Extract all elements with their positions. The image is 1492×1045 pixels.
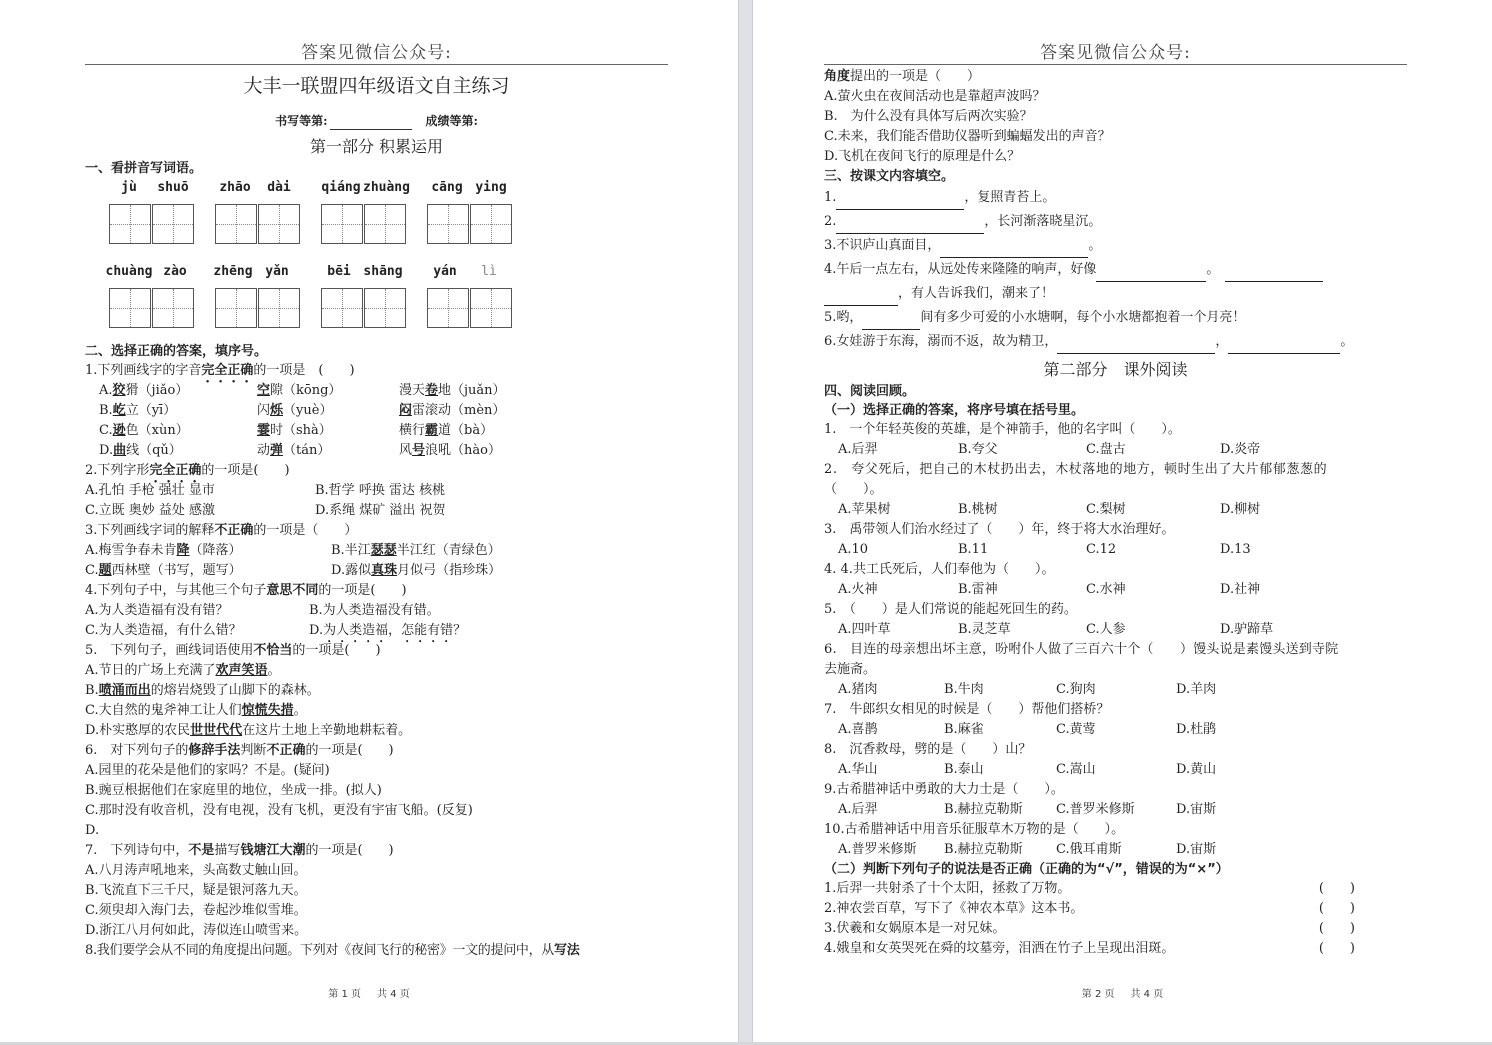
writing-grade-blank[interactable] [330, 116, 412, 130]
option: A.10 [838, 542, 869, 557]
option: A.后羿 [838, 442, 878, 457]
opt-text: 月似弓（指珍珠） [397, 563, 502, 578]
option: D.宙斯 [1176, 802, 1217, 817]
option: B.雷神 [958, 582, 998, 597]
fill-blank[interactable] [824, 291, 898, 306]
page-header: 答案见微信公众号: [85, 40, 668, 65]
opt-text: D.露似 [331, 563, 372, 578]
opt-text: 雷滚动（mèn） [412, 403, 506, 418]
judgment-1 [824, 879, 1407, 899]
reading-q6-cont: 去施斋。 [824, 662, 877, 677]
opt-text: 闪 [257, 403, 271, 418]
opt-label: D. [309, 623, 324, 638]
question-2 [85, 461, 668, 481]
q-text: 的一项是 ( ) [253, 363, 355, 378]
pinyin: zhēng [213, 264, 253, 279]
fill-item-5 [824, 306, 1407, 330]
fill-text: 6.女娃游于东海，溺而不返，故为精卫， [824, 334, 1058, 349]
q1-option-row [85, 421, 668, 441]
reading-q1: 1. 一个年轻英俊的英雄，是个神箭手，他的名字叫（ ）。 [824, 422, 1181, 437]
option: B.赫拉克勒斯 [944, 842, 1023, 857]
option: A.普罗米修斯 [838, 842, 917, 857]
pinyin: zào [163, 264, 187, 279]
opt-text: 色（xùn） [125, 423, 189, 438]
grade-row [85, 112, 668, 130]
question-3 [85, 521, 668, 541]
q-text: 4.下列句子中，与其他三个句子 [85, 583, 267, 598]
pinyin: bēi [327, 264, 351, 279]
writing-grade-label: 书写等第: [275, 114, 328, 128]
q-emphasis: 不正确 [214, 523, 254, 538]
fill-text: 。 [1340, 334, 1354, 349]
option: A.四叶草 [838, 622, 891, 637]
option: A.后羿 [838, 802, 878, 817]
option: A.猪肉 [838, 682, 878, 697]
option: D.羊肉 [1176, 682, 1217, 697]
opt-text: 道（bà） [438, 423, 494, 438]
option: A.喜鹊 [838, 722, 878, 737]
opt-text: 西林壁（书写，题写） [111, 563, 242, 578]
underlined-char: 号 [412, 443, 426, 458]
q8-option-d: D.飞机在夜间飞行的原理是什么？ [824, 149, 1021, 164]
q-text: 描写 [214, 843, 241, 858]
tianzige-box[interactable] [470, 288, 512, 328]
option: C.盘古 [1086, 442, 1126, 457]
q5-option-a [85, 661, 668, 681]
q1-option-row [85, 441, 668, 461]
section4-sub2: （二）判断下列句子的说法是否正确（正确的为“√”，错误的为“×”） [824, 862, 1229, 877]
tianzige-box[interactable] [152, 204, 194, 244]
opt-text: 猾（jiǎo） [125, 383, 189, 398]
q6-option-b: B.豌豆根据他们在家庭里的地位，坐成一排。(拟人) [85, 783, 382, 798]
reading-q3: 3. 禹带领人们治水经过了（ ）年，终于将大水治理好。 [824, 522, 1175, 537]
q-emphasis: 写法 [554, 943, 580, 958]
q2-options [85, 501, 668, 521]
option: C.黄莺 [1056, 722, 1096, 737]
q-text: 的一项是( ) [305, 743, 394, 758]
opt-text: （tán） [283, 443, 331, 458]
underlined-char: 狡 [112, 383, 126, 398]
q8-option-c: C.未来，我们能否借助仪器听到蝙蝠发出的声音？ [824, 129, 1111, 144]
underlined-char: 霎 [257, 423, 271, 438]
q-emphasis: 意思不同 [266, 583, 319, 598]
q-text: 的一项是( ) [305, 843, 394, 858]
reading-q8-options [824, 760, 1407, 780]
option: B.桃树 [958, 502, 998, 517]
option: C.人参 [1086, 622, 1126, 637]
opt-text: 。 [267, 663, 281, 678]
fill-text: 4.午后一点左右，从远处传来隆隆的响声，好像 [824, 262, 1097, 277]
opt-label: D. [99, 443, 114, 458]
fill-blank[interactable] [1228, 339, 1340, 354]
tianzige-box[interactable] [321, 204, 363, 244]
option: D.驴蹄草 [1220, 622, 1274, 637]
reading-q10: 10.古希腊神话中用音乐征服草木万物的是（ ）。 [824, 822, 1125, 837]
page-total: 共 4 页 [377, 989, 410, 1000]
underlined-word: 惊慌失措 [241, 703, 294, 718]
option: B.麻雀 [944, 722, 984, 737]
q-text: 1.下列画线字的字音 [85, 363, 202, 378]
underlined-char: 逊 [112, 423, 126, 438]
writing-grid-row-2 [109, 288, 668, 330]
underlined-word: 真珠 [371, 563, 398, 578]
question-7 [85, 841, 668, 861]
judgment-text: 1.后羿一共射杀了十个太阳，拯救了万物。 [824, 881, 1071, 896]
q-text: 7. 下列诗句中， [85, 843, 189, 858]
q7-option-d: D.浙江八月何如此，涛似连山喷雪来。 [85, 923, 308, 938]
opt-text: 。 [293, 703, 307, 718]
tianzige-box[interactable] [364, 288, 406, 328]
reading-q7: 7. 牛郎织女相见的时候是（ ）帮他们搭桥？ [824, 702, 1110, 717]
option: D.杜鹃 [1176, 722, 1217, 737]
opt-text: 线（qǔ） [126, 443, 182, 458]
reading-q2: 2. 夸父死后，把自己的木杖扔出去，木杖落地的地方，顿时生出了大片郁郁葱葱的 [824, 462, 1328, 477]
q-text: 的一项是（ ） [253, 523, 358, 538]
pinyin: lì [481, 264, 497, 279]
judgment-text: 3.伏羲和女娲原本是一对兄妹。 [824, 921, 1006, 936]
section4-heading: 四、阅读回顾。 [824, 384, 916, 399]
pinyin: dài [267, 180, 291, 195]
option: B.赫拉克勒斯 [944, 802, 1023, 817]
q6-option-c: C.那时没有收音机，没有电视，没有飞机，更没有宇宙飞船。(反复) [85, 803, 473, 818]
document-title: 大丰一联盟四年级语文自主练习 [243, 75, 510, 97]
page-gutter [738, 0, 753, 1045]
fill-blank[interactable] [836, 219, 984, 234]
q-text: 的一项是( ) [292, 643, 381, 658]
underlined-word: 喷涌而出 [98, 683, 151, 698]
pinyin: cāng [431, 180, 463, 195]
pinyin: jù [121, 180, 137, 195]
tianzige-box[interactable] [427, 288, 469, 328]
judgment-2 [824, 899, 1407, 919]
part2-title: 第二部分 课外阅读 [1043, 360, 1188, 379]
option-c: C.立既 奥妙 益处 感激 [85, 503, 216, 518]
fill-blank[interactable] [1225, 267, 1323, 282]
pinyin: zhuàng [363, 180, 410, 195]
opt-text: 动 [257, 443, 271, 458]
q7-option-b: B.飞流直下三千尺，疑是银河落九天。 [85, 883, 307, 898]
judgment-4 [824, 939, 1407, 959]
q1-option-row [85, 381, 668, 401]
q-emphasis: 修辞手法 [188, 743, 241, 758]
option: A.火神 [838, 582, 878, 597]
q5-option-b [85, 681, 668, 701]
reading-q9: 9.古希腊神话中勇敢的大力士是（ ）。 [824, 782, 1064, 797]
q-text: 提出的一项是（ ） [850, 69, 981, 84]
question-5 [85, 641, 668, 661]
pinyin: ying [475, 180, 507, 195]
option: D.13 [1220, 542, 1251, 557]
q3-options [85, 541, 668, 561]
q-text: 6. 对下列句子的 [85, 743, 189, 758]
judgment-text: 4.娥皇和女英哭死在舜的坟墓旁，泪洒在竹子上呈现出泪斑。 [824, 941, 1175, 956]
tianzige-box[interactable] [152, 288, 194, 328]
q8-option-a: A.萤火虫在夜间活动也是靠超声波吗？ [824, 89, 1046, 104]
reading-q2-cont: （ ）。 [824, 482, 883, 497]
q7-option-a: A.八月涛声吼地来，头高数丈触山回。 [85, 863, 307, 878]
section1-heading: 一、看拼音写词语。 [85, 161, 203, 176]
underlined-char: 曲 [113, 443, 127, 458]
fill-text: 。 [1206, 262, 1220, 277]
fill-text: 。 [1088, 238, 1102, 253]
q6-option-a: A.园里的花朵是他们的家吗？不是。(疑问) [85, 763, 330, 778]
opt-text: 浪吼（hào） [425, 443, 501, 458]
pinyin: yǎn [265, 264, 289, 279]
option: B.牛肉 [944, 682, 984, 697]
question-8 [85, 941, 668, 961]
reading-q2-options [824, 500, 1407, 520]
tianzige-box[interactable] [321, 288, 363, 328]
page-header: 答案见微信公众号: [824, 40, 1407, 65]
question-6 [85, 741, 668, 761]
q-emphasis: 不正确 [266, 743, 306, 758]
opt-text: A.节日的广场上充满了 [85, 663, 216, 678]
reading-q5: 5. （ ）是人们常说的能起死回生的药。 [824, 602, 1077, 617]
reading-q4: 4. 4.共工氏死后，人们奉他为（ ）。 [824, 562, 1055, 577]
option-a: A.孔怕 手枪 强壮 显市 [85, 483, 215, 498]
underlined-char: 弹 [270, 443, 284, 458]
page-number: 第 1 页 [328, 989, 361, 1000]
fill-item-4-cont [824, 282, 1407, 306]
tianzige-box[interactable] [470, 204, 512, 244]
tianzige-box[interactable] [258, 288, 300, 328]
page-footer [0, 985, 738, 1000]
q5-option-d [85, 721, 668, 741]
q-text: 2.下列字形 [85, 463, 150, 478]
underlined-word: 世世代代 [190, 723, 243, 738]
option: C.俄耳甫斯 [1056, 842, 1122, 857]
tianzige-box[interactable] [215, 288, 257, 328]
opt-text: B. [85, 683, 99, 698]
option: C.12 [1086, 542, 1117, 557]
q-text: 5. 下列句子，画线词语使用 [85, 643, 254, 658]
q-emphasis: 钱塘江大潮 [240, 843, 306, 858]
reading-q3-options [824, 540, 1407, 560]
option: B.泰山 [944, 762, 984, 777]
option: D.柳树 [1220, 502, 1261, 517]
writing-grid-row-1 [109, 204, 668, 246]
opt-label: C. [99, 423, 113, 438]
q-text: 8.我们要学会从不同的角度提出问题。下列对《夜间飞行的秘密》一文的提问中，从 [85, 943, 555, 958]
fill-text: 5.哟， [824, 310, 863, 325]
tianzige-box[interactable] [258, 204, 300, 244]
opt-text: 隙（kōng） [270, 383, 342, 398]
fill-text: ，复照青苔上。 [964, 190, 1056, 205]
pinyin: chuàng [105, 264, 153, 279]
fill-text: 3.不识庐山真面目， [824, 238, 941, 253]
option: B.夸父 [958, 442, 998, 457]
tianzige-box[interactable] [427, 204, 469, 244]
q-text: 3.下列画线字词的解释 [85, 523, 215, 538]
page-footer [753, 985, 1492, 1000]
reading-q1-options [824, 440, 1407, 460]
q5-option-c [85, 701, 668, 721]
reading-q5-options [824, 620, 1407, 640]
q-emphasis: 完全正确 [149, 463, 202, 478]
section2-heading: 二、选择正确的答案，填序号。 [85, 344, 268, 359]
option: A.华山 [838, 762, 878, 777]
q-emphasis: 不恰当 [253, 643, 293, 658]
answer-paren[interactable]: ( ) [1318, 941, 1355, 956]
part1-title: 第一部分 积累运用 [309, 137, 444, 156]
q7-option-c: C.须臾却入海门去，卷起沙堆似雪堆。 [85, 903, 307, 918]
opt-text: （yuè） [283, 403, 333, 418]
opt-text: 地（juǎn） [438, 383, 506, 398]
answer-paren[interactable]: ( ) [1318, 901, 1355, 916]
option-a: A.为人类造福有没有错？ [85, 603, 229, 618]
q-emphasis: 不是 [188, 843, 215, 858]
option: D.黄山 [1176, 762, 1217, 777]
opt-text: 风 [399, 443, 413, 458]
fill-blank[interactable] [940, 243, 1088, 258]
option-b: B.为人类造福没有错。 [309, 603, 440, 618]
q-emphasis: 完全正确 [201, 363, 254, 378]
opt-text: 半江红（青绿色） [396, 543, 501, 558]
answer-paren[interactable]: ( ) [1318, 921, 1355, 936]
pinyin: shāng [363, 264, 403, 279]
judgment-text: 2.神农尝百草，写下了《神农本草》这本书。 [824, 901, 1084, 916]
q-text: 的一项是( ) [201, 463, 290, 478]
reading-q9-options [824, 800, 1407, 820]
q-text: 判断 [240, 743, 267, 758]
underlined-word: 瑟瑟 [370, 543, 397, 558]
opt-text: D.朴实憨厚的农民 [85, 723, 191, 738]
fill-text: ，长河渐落晓星沉。 [984, 214, 1102, 229]
fill-item-2 [824, 210, 1407, 234]
underlined-word: 题 [98, 563, 112, 578]
opt-text: B.半江 [331, 543, 371, 558]
fill-text: 1. [824, 190, 837, 205]
opt-text: C. [85, 563, 99, 578]
question-4 [85, 581, 668, 601]
question-1 [85, 361, 668, 381]
option: D.社神 [1220, 582, 1261, 597]
q8-option-b: B. 为什么没有具体写后两次实验？ [824, 109, 1033, 124]
fill-blank[interactable] [1057, 339, 1215, 354]
q2-options [85, 481, 668, 501]
reading-q6-options [824, 680, 1407, 700]
opt-text: A.梅雪争春未肯 [85, 543, 177, 558]
underlined-char: 霸 [425, 423, 439, 438]
option: C.普罗米修斯 [1056, 802, 1135, 817]
q8-continuation [824, 67, 1407, 87]
fill-blank[interactable] [862, 315, 920, 330]
pinyin-row-2 [105, 262, 668, 282]
pinyin: qiáng [321, 180, 361, 195]
judgment-3 [824, 919, 1407, 939]
option: A.苹果树 [838, 502, 891, 517]
section4-sub1: （一）选择正确的答案，将序号填在括号里。 [824, 403, 1085, 418]
reading-q8: 8. 沉香救母，劈的是（ ）山？ [824, 742, 1032, 757]
fill-text: 2. [824, 214, 837, 229]
option: B.11 [958, 542, 989, 557]
page-number: 第 2 页 [1081, 989, 1115, 1000]
option-b: B.哲学 呼换 雷达 核桃 [315, 483, 446, 498]
underlined-char: 闷 [399, 403, 413, 418]
fill-text: ，有人告诉我们，潮来了！ [898, 286, 1055, 301]
underlined-char: 烁 [270, 403, 284, 418]
reading-q10-options [824, 840, 1407, 860]
fill-text: 间有多少可爱的小水塘啊，每个小水塘都抱着一个月亮！ [920, 310, 1246, 325]
opt-text: 立（yī） [125, 403, 177, 418]
page-total: 共 4 页 [1130, 989, 1164, 1000]
q6-option-d: D. [85, 823, 100, 838]
underlined-char: 空 [257, 383, 271, 398]
q1-option-row [85, 401, 668, 421]
opt-text: 时（shà） [270, 423, 332, 438]
fill-blank[interactable] [836, 195, 964, 210]
answer-paren[interactable]: ( ) [1318, 881, 1355, 896]
fill-blank[interactable] [1096, 267, 1206, 282]
option: D.炎帝 [1220, 442, 1261, 457]
tianzige-box[interactable] [215, 204, 257, 244]
pinyin: shuō [157, 180, 189, 195]
opt-label: A. [99, 383, 113, 398]
tianzige-box[interactable] [364, 204, 406, 244]
document-page-2 [753, 0, 1492, 1042]
pinyin: zhāo [219, 180, 251, 195]
option: C.水神 [1086, 582, 1126, 597]
option: B.灵芝草 [958, 622, 1011, 637]
pinyin: yán [433, 264, 457, 279]
section3-heading: 三、按课文内容填空。 [824, 169, 955, 184]
q4-options [85, 601, 668, 621]
opt-text: （降落） [189, 543, 242, 558]
dotted-sentence: 为人类造福，怎能有错？ [323, 623, 467, 638]
q-text: 的一项是( ) [318, 583, 407, 598]
tianzige-box[interactable] [109, 288, 151, 328]
fill-item-1 [824, 186, 1407, 210]
reading-q6: 6. 目连的母亲想出坏主意，吩咐仆人做了三百六十个（ ）馒头说是素馒头送到寺院 [824, 642, 1339, 657]
underlined-word: 降 [176, 543, 190, 558]
opt-text: 在这片土地上辛勤地耕耘着。 [242, 723, 412, 738]
underlined-char: 卷 [425, 383, 439, 398]
opt-text: 横行 [399, 423, 426, 438]
fill-item-6 [824, 330, 1407, 354]
option-c: C.为人类造福，有什么错？ [85, 623, 242, 638]
option: D.宙斯 [1176, 842, 1217, 857]
fill-item-4 [824, 258, 1407, 282]
opt-text: C.大自然的鬼斧神工让人们 [85, 703, 242, 718]
pinyin-row-1 [107, 178, 668, 198]
opt-text: 的熔岩烧毁了山脚下的森林。 [150, 683, 320, 698]
opt-text: 漫天 [399, 383, 426, 398]
tianzige-box[interactable] [109, 204, 151, 244]
option: C.梨树 [1086, 502, 1126, 517]
score-grade-label: 成绩等第: [425, 114, 478, 128]
q3-options [85, 561, 668, 581]
underlined-word: 欢声笑语 [215, 663, 268, 678]
reading-q7-options [824, 720, 1407, 740]
document-page-1 [0, 0, 738, 1042]
option: C.狗肉 [1056, 682, 1096, 697]
reading-q4-options [824, 580, 1407, 600]
q-emphasis: 角度 [824, 69, 851, 84]
opt-label: B. [99, 403, 113, 418]
fill-item-3 [824, 234, 1407, 258]
underlined-char: 屹 [112, 403, 126, 418]
option: C.嵩山 [1056, 762, 1096, 777]
q4-options [85, 621, 668, 641]
option-d: D.系绳 煤矿 溢出 祝贺 [315, 503, 446, 518]
fill-text: ， [1215, 334, 1229, 349]
